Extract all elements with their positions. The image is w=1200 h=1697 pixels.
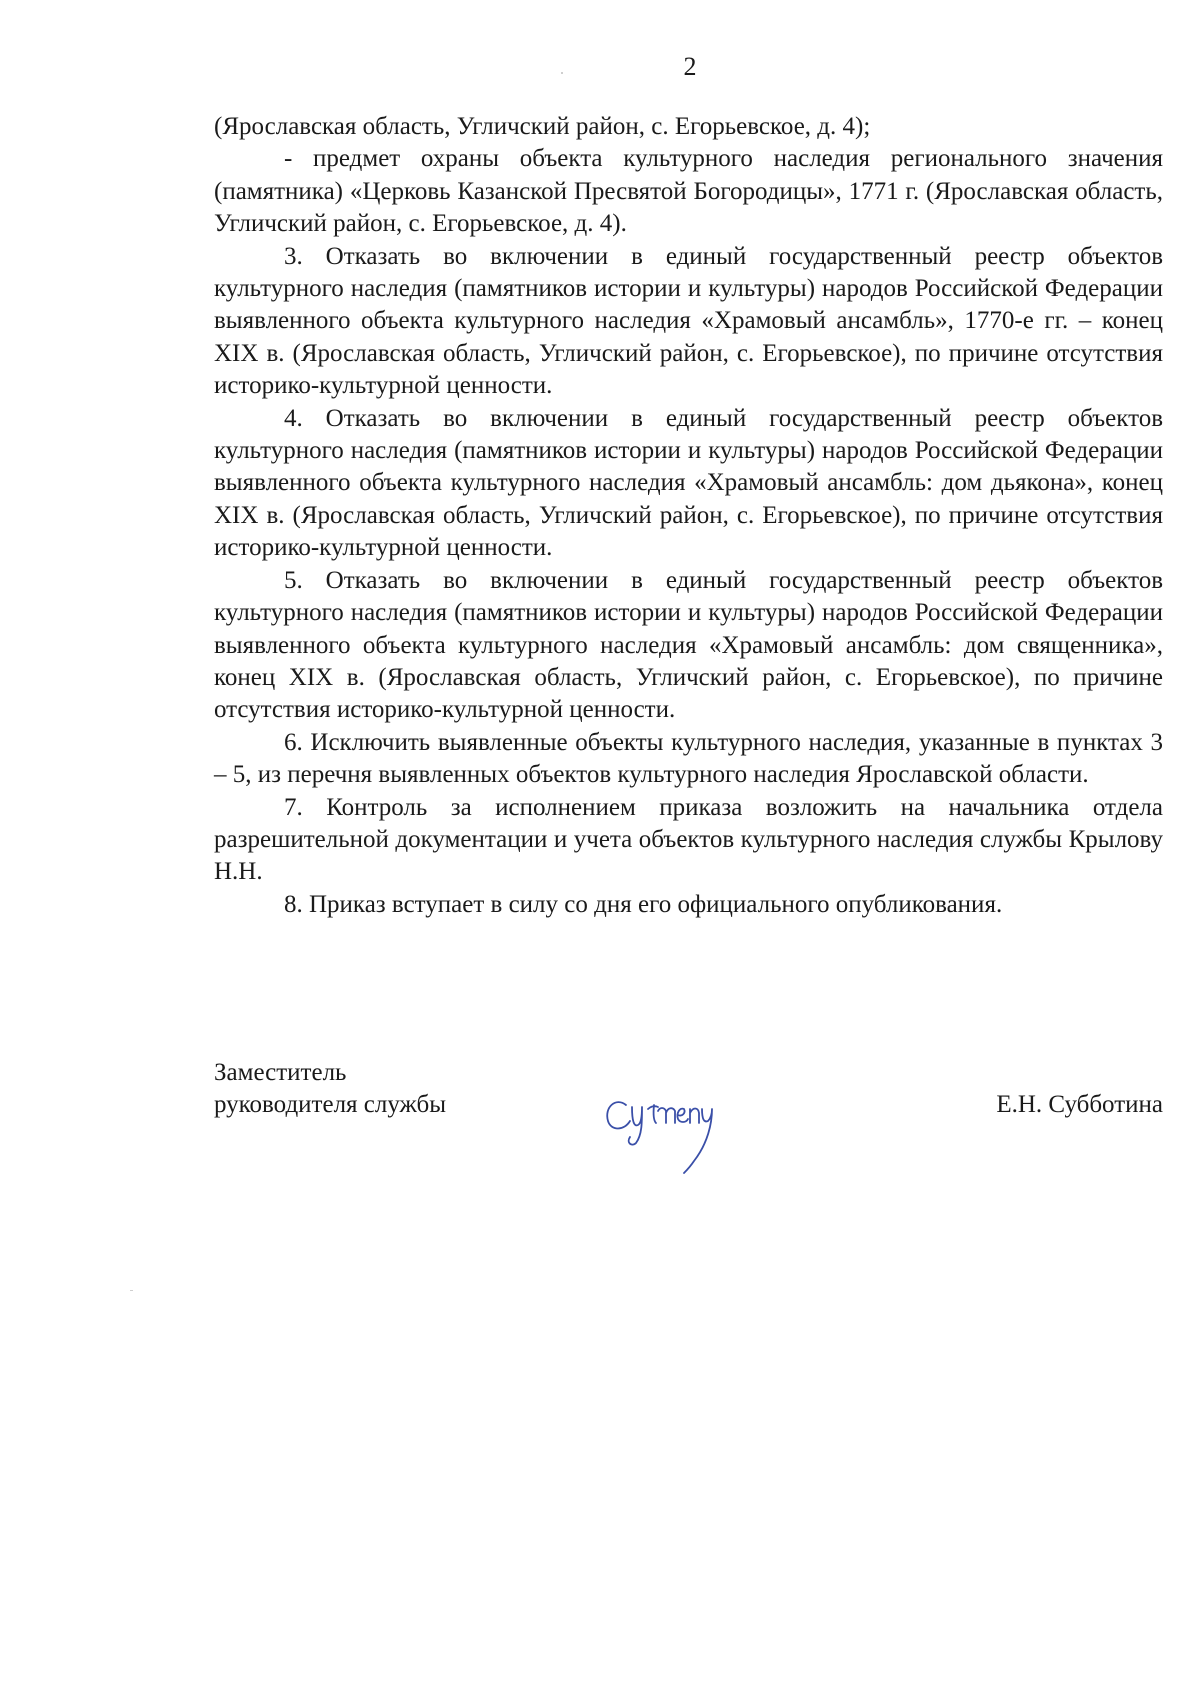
paragraph-item-4: 4. Отказать во включении в единый государственный реестр объектов культурного наследия (памятников истории и культуры) народов Российской Федерации выявленного объекта культурного наследия «Храмовый ансамбль: дом дьякона», конец XIX в. (Ярославская область, Угличский район, с. Егорьевское), по причине отсутствия историко-культурной ценности. — [214, 404, 1163, 562]
scan-artifact — [130, 1290, 133, 1291]
paragraph-protection-subject: - предмет охраны объекта культурного наследия регионального значения (памятника) «Церковь Казанской Пресвятой Богородицы», 1771 г. (Ярославская область, Угличский район, с. Егорьевское, д. 4). — [214, 145, 1163, 238]
scan-artifact — [561, 72, 563, 74]
page-number: 2 — [683, 52, 697, 81]
signatory-position-line-1: Заместитель — [214, 1059, 347, 1086]
signatory-position — [214, 1057, 446, 1122]
document-body — [214, 111, 1163, 921]
paragraph-item-3: 3. Отказать во включении в единый государственный реестр объектов культурного наследия (памятников истории и культуры) народов Российской Федерации выявленного объекта культурного наследия «Храмовый ансамбль», 1770-е гг. – конец XIX в. (Ярославская область, Угличский район, с. Егорьевское), по причине отсутствия историко-культурной ценности. — [214, 242, 1163, 400]
paragraph-item-7: 7. Контроль за исполнением приказа возложить на начальника отдела разрешительной документации и учета объектов культурного наследия службы Крылову Н.Н. — [214, 793, 1163, 886]
signature-block — [214, 1057, 1163, 1177]
signatory-position-line-2: руководителя службы — [214, 1091, 447, 1119]
handwritten-signature — [598, 1077, 738, 1182]
paragraph-item-5: 5. Отказать во включении в единый государственный реестр объектов культурного наследия (памятников истории и культуры) народов Российской Федерации выявленного объекта культурного наследия «Храмовый ансамбль: дом священника», конец XIX в. (Ярославская область, Угличский район, с. Егорьевское), по причине отсутствия историко-культурной ценности. — [214, 566, 1163, 724]
paragraph-address-continuation: (Ярославская область, Угличский район, с. Егорьевское, д. 4); — [214, 113, 871, 140]
paragraph-item-8: 8. Приказ вступает в силу со дня его официального опубликования. — [284, 890, 1003, 918]
signatory-name: Е.Н. Субботина — [996, 1091, 1163, 1118]
paragraph-item-6: 6. Исключить выявленные объекты культурного наследия, указанные в пунктах 3 – 5, из перечня выявленных объектов культурного наследия Ярославской области. — [214, 728, 1163, 789]
